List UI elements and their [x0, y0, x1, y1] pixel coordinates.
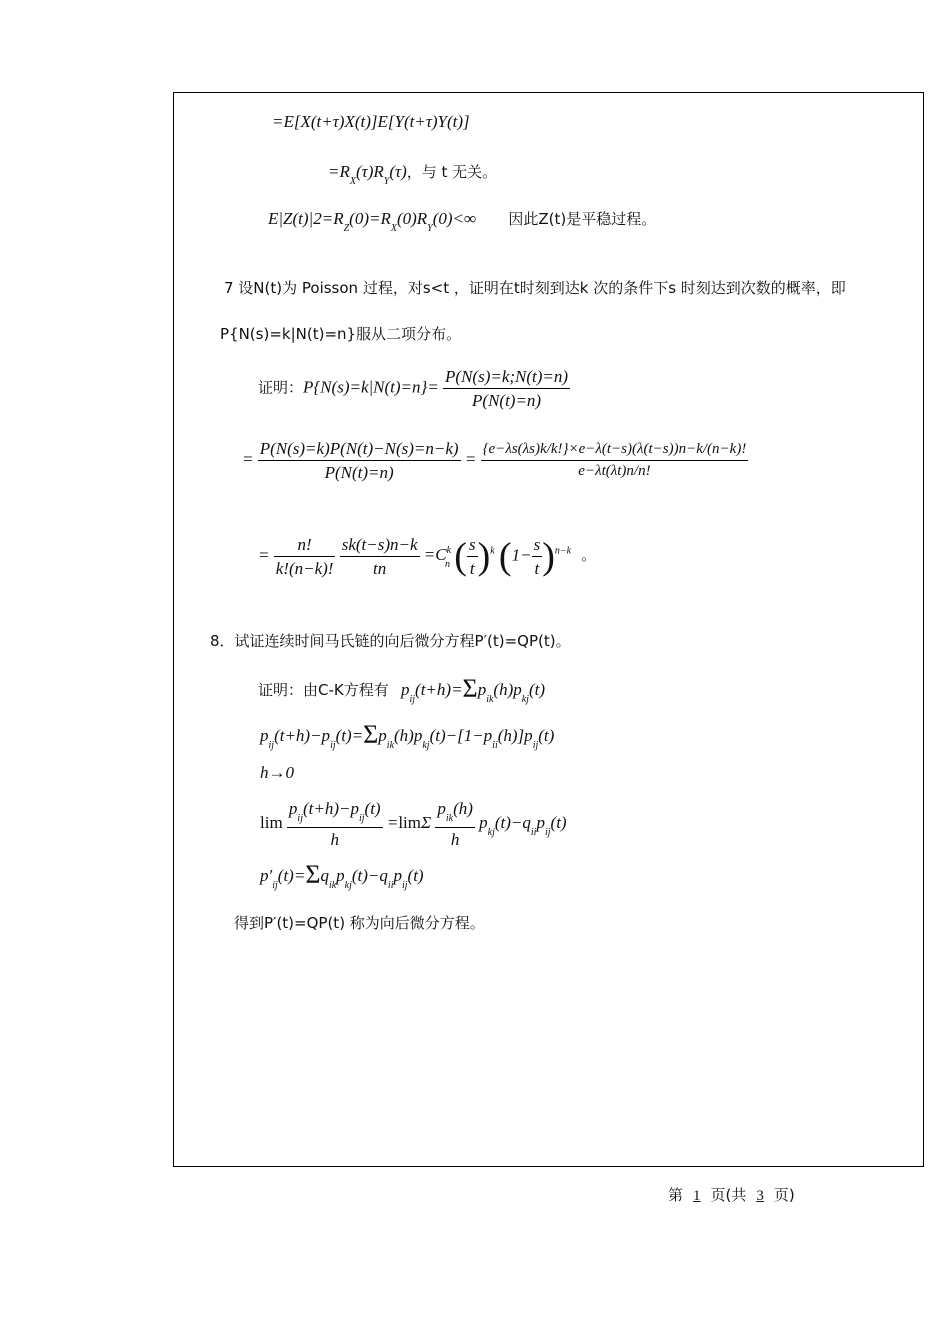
- eq-line-1: =E[X(t+τ)X(t)]E[Y(t+τ)Y(t)]: [272, 112, 470, 131]
- eq-line-2: $=R_X(\tau)R_Y(\tau)$，与 t 无关。: [328, 162, 498, 187]
- proof-8-label: 证明：由C-K方程有: [258, 681, 389, 699]
- proof-8-line-2: $p_{ij}(t+h)-p_{ij}(t)=\Sigma p_{ik}(h)p_{kj}(t)-[1-p_{ii}(h)]p_{ij}(t)$: [260, 720, 555, 751]
- eq-line-2-text: ，与 t 无关。: [406, 163, 498, 181]
- proof-7-fraction-5: $\frac{sk(t-s)n-k}{tn}$: [341, 535, 418, 578]
- proof-7-fraction-1: $\frac{P(N(s)=k;N(t)=n)}{P(N(t)=n)}$: [445, 367, 569, 410]
- proof-7-fraction-3: $\frac{\{e-\lambda s(\lambda s)k/k!\}\times e-\lambda(t-s)(\lambda(t-s))n-k/(n-k)!}{e-\lambda t(\lambda t)n/n!}$: [482, 441, 747, 479]
- footer-suffix: 页): [773, 1186, 795, 1204]
- proof-8-line-3: h→0: [260, 763, 294, 782]
- proof-8-conclusion: 得到P′(t)=QP(t) 称为向后微分方程。: [234, 914, 485, 932]
- footer-prefix: 第: [668, 1186, 684, 1204]
- proof-7-line-3: = $\frac{n!}{k!(n-k)!}$ $\frac{sk(t-s)n-k}{tn}$ $=C^k_n$ ( $\frac{s}{t}$ )$^k$ (1− $\frac{s}{t}$ )$^{n-k}$ 。: [258, 535, 597, 578]
- proof-8-line-5: $p'_{ij}(t)=\Sigma q_{ik}p_{kj}(t)-q_{ii}p_{ij}(t)$: [260, 860, 424, 891]
- proof-7-label: 证明：: [258, 378, 304, 397]
- proof-8-line-4: lim $\frac{p_{ij}(t+h)-p_{ij}(t)}{h}$ =limΣ $\frac{p_{ik}(h)}{h}$ $p_{kj}(t)-q_{ii}p_{ij}(t)$: [260, 799, 567, 849]
- content-frame: [173, 92, 924, 1167]
- page-footer: [668, 1184, 795, 1205]
- eq-line-3: $E|Z(t)|2=R_Z(0)=R_X(0)R_Y(0)<\infty$ 因此Z(t)是平稳过程。: [268, 209, 657, 234]
- question-8: 8．试证连续时间马氏链的向后微分方程P′(t)=QP(t)。: [210, 632, 571, 650]
- question-7-line-2: P{N(s)=k|N(t)=n}服从二项分布。: [220, 325, 462, 343]
- proof-7-lhs: P{N(s)=k|N(t)=n}=: [303, 377, 439, 397]
- question-7-line-1: 7 设N(t)为 Poisson 过程，对s<t ，证明在t时刻到达k 次的条件下s 时刻达到次数的概率，即: [224, 279, 846, 297]
- footer-middle: 页(共: [710, 1186, 747, 1204]
- proof-7-line-1: [258, 368, 570, 409]
- footer-total-pages: 3: [756, 1188, 764, 1204]
- footer-page-number: 1: [693, 1188, 701, 1204]
- proof-7-line-2: = $\frac{P(N(s)=k)P(N(t)-N(s)=n-k)}{P(N(t)=n)}$ = $\frac{\{e-\lambda s(\lambda s)k/k!\}\times e-\lambda(t-s)(\lambda(t-s))n-k/(n-k)!}{e-\lambda t(\lambda t)n/n!}$: [242, 439, 747, 482]
- eq-line-3-text: 因此Z(t)是平稳过程。: [508, 210, 657, 228]
- proof-7-fraction-2: $\frac{P(N(s)=k)P(N(t)-N(s)=n-k)}{P(N(t)=n)}$: [259, 439, 459, 482]
- proof-7-fraction-4: $\frac{n!}{k!(n-k)!}$: [275, 535, 334, 578]
- proof-8-line-1: 证明：由C-K方程有 $p_{ij}(t+h)=\Sigma p_{ik}(h)p_{kj}(t)$: [258, 674, 545, 705]
